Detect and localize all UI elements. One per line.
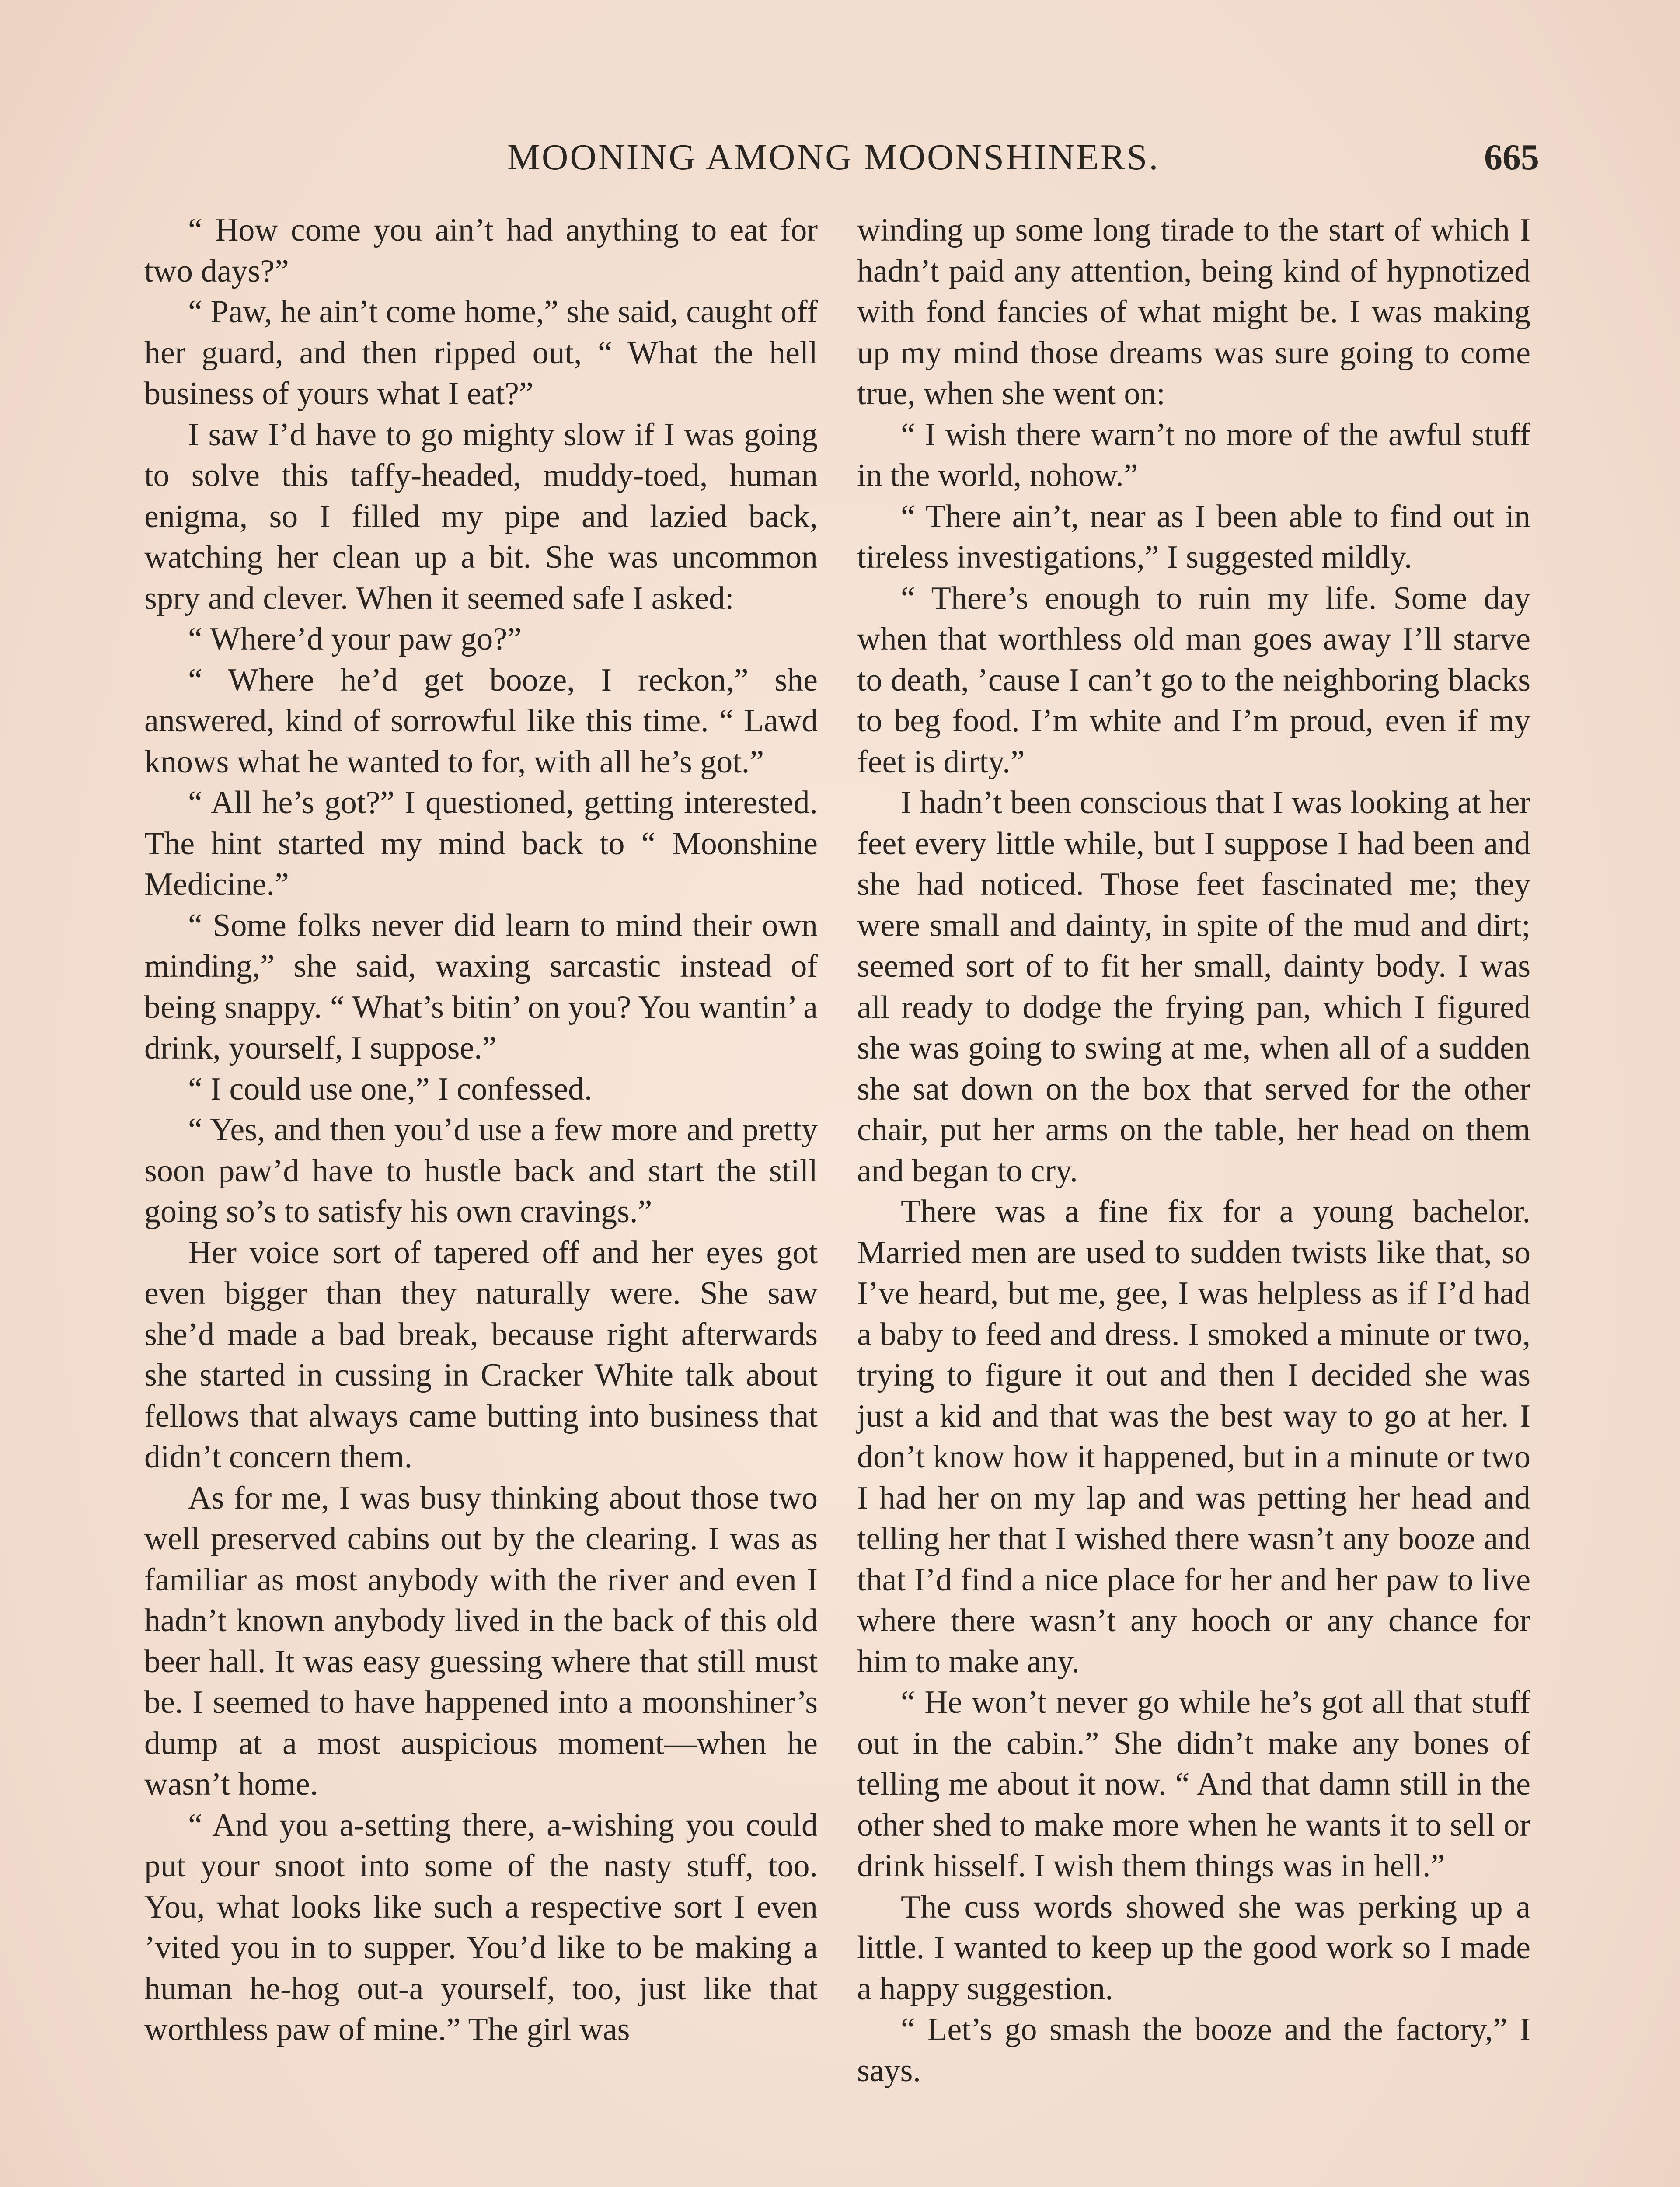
paragraph: “ Let’s go smash the booze and the factory,” I says. <box>857 2012 1530 2089</box>
paragraph: “ I could use one,” I confessed. <box>188 1071 593 1107</box>
paragraph: “ Paw, he ain’t come home,” she said, caught off her guard, and then ripped out, “ What the hell business of yours what I eat?” <box>144 294 818 412</box>
paragraph: “ Some folks never did learn to mind their own minding,” she said, waxing sarcastic instead of being snappy. “ What’s bitin’ on you? You wantin’ a drink, yourself, I suppose.” <box>144 907 818 1066</box>
paragraph: I hadn’t been conscious that I was looking at her feet every little while, but I suppose I had been and she had noticed. Those feet fascinated me; they were small and dainty, in spite of the mud and dirt; seemed sort of to fit her small, dainty body. I was all ready to dodge the frying pan, which I figured she was going to swing at me, when all of a sudden she sat down on the box that served for the other chair, put her arms on the table, her head on them and began to cry. <box>857 785 1530 1189</box>
page-header <box>131 131 1539 184</box>
paragraph-continued: winding up some long tirade to the start of which I hadn’t paid any attention, being kind of hypnotized with fond fancies of what might be. I was making up my mind those dreams was sure going to come true, when she went on: <box>857 212 1530 412</box>
paragraph: “ All he’s got?” I questioned, getting interested. The hint started my mind back to “ Moonshine Medicine.” <box>144 785 818 902</box>
paragraph: The cuss words showed she was perking up a little. I wanted to keep up the good work so I made a happy suggestion. <box>857 1889 1530 2007</box>
paragraph: “ He won’t never go while he’s got all that stuff out in the cabin.” She didn’t make any bones of telling me about it now. “ And that damn still in the other shed to make more when he wants it to sell or drink hisself. I wish them things was in hell.” <box>857 1684 1530 1884</box>
paragraph: “ I wish there warn’t no more of the awful stuff in the world, nohow.” <box>857 416 1530 493</box>
paragraph: “ There ain’t, near as I been able to find out in tireless investigations,” I suggested mildly. <box>857 498 1530 575</box>
right-column <box>857 210 1530 2091</box>
paragraph: “ Yes, and then you’d use a few more and pretty soon paw’d have to hustle back and start the still going so’s to satisfy his own cravings.” <box>144 1112 818 1230</box>
running-title: MOONING AMONG MOONSHINERS. <box>507 137 1160 178</box>
paragraph: “ How come you ain’t had anything to eat for two days?” <box>144 212 818 289</box>
paragraph: Her voice sort of tapered off and her eyes got even bigger than they naturally were. She saw she’d made a bad break, because right afterwards she started in cussing in Cracker White talk about fellows that always came butting into business that didn’t concern them. <box>144 1234 818 1475</box>
paragraph: “ And you a-setting there, a-wishing you could put your snoot into some of the nasty stuff, too. You, what looks like such a respective sort I even ’vited you in to supper. You’d like to be making a human he-hog out-a yourself, too, just like that worthless paw of mine.” The girl was <box>144 1807 818 2047</box>
paragraph: “ There’s enough to ruin my life. Some day when that worthless old man goes away I’ll starve to death, ’cause I can’t go to the neighboring blacks to beg food. I’m white and I’m proud, even if my feet is dirty.” <box>857 580 1530 780</box>
page-number: 665 <box>1484 137 1539 178</box>
paragraph: “ Where he’d get booze, I reckon,” she answered, kind of sorrowful like this time. “ Lawd knows what he wanted to for, with all he’s got.” <box>144 662 818 780</box>
paragraph: As for me, I was busy thinking about those two well preserved cabins out by the clearing. I was as familiar as most anybody with the river and even I hadn’t known anybody lived in the back of this old beer hall. It was easy guessing where that still must be. I seemed to have happened into a moonshiner’s dump at a most auspicious moment—when he wasn’t home. <box>144 1480 818 1802</box>
left-column <box>144 210 818 2051</box>
paragraph: There was a fine fix for a young bachelor. Married men are used to sudden twists like that, so I’ve heard, but me, gee, I was helpless as if I’d had a baby to feed and dress. I smoked a minute or two, trying to figure it out and then I decided she was just a kid and that was the best way to go at her. I don’t know how it happened, but in a minute or two I had her on my lap and was petting her head and telling her that I wished there wasn’t any booze and that I’d find a nice place for her and her paw to live where there wasn’t any hooch or any chance for him to make any. <box>857 1194 1530 1680</box>
paragraph: “ Where’d your paw go?” <box>188 621 522 657</box>
paragraph: I saw I’d have to go mighty slow if I was going to solve this taffy-headed, muddy-toed, human enigma, so I filled my pipe and lazied back, watching her clean up a bit. She was uncommon spry and clever. When it seemed safe I asked: <box>144 416 818 616</box>
